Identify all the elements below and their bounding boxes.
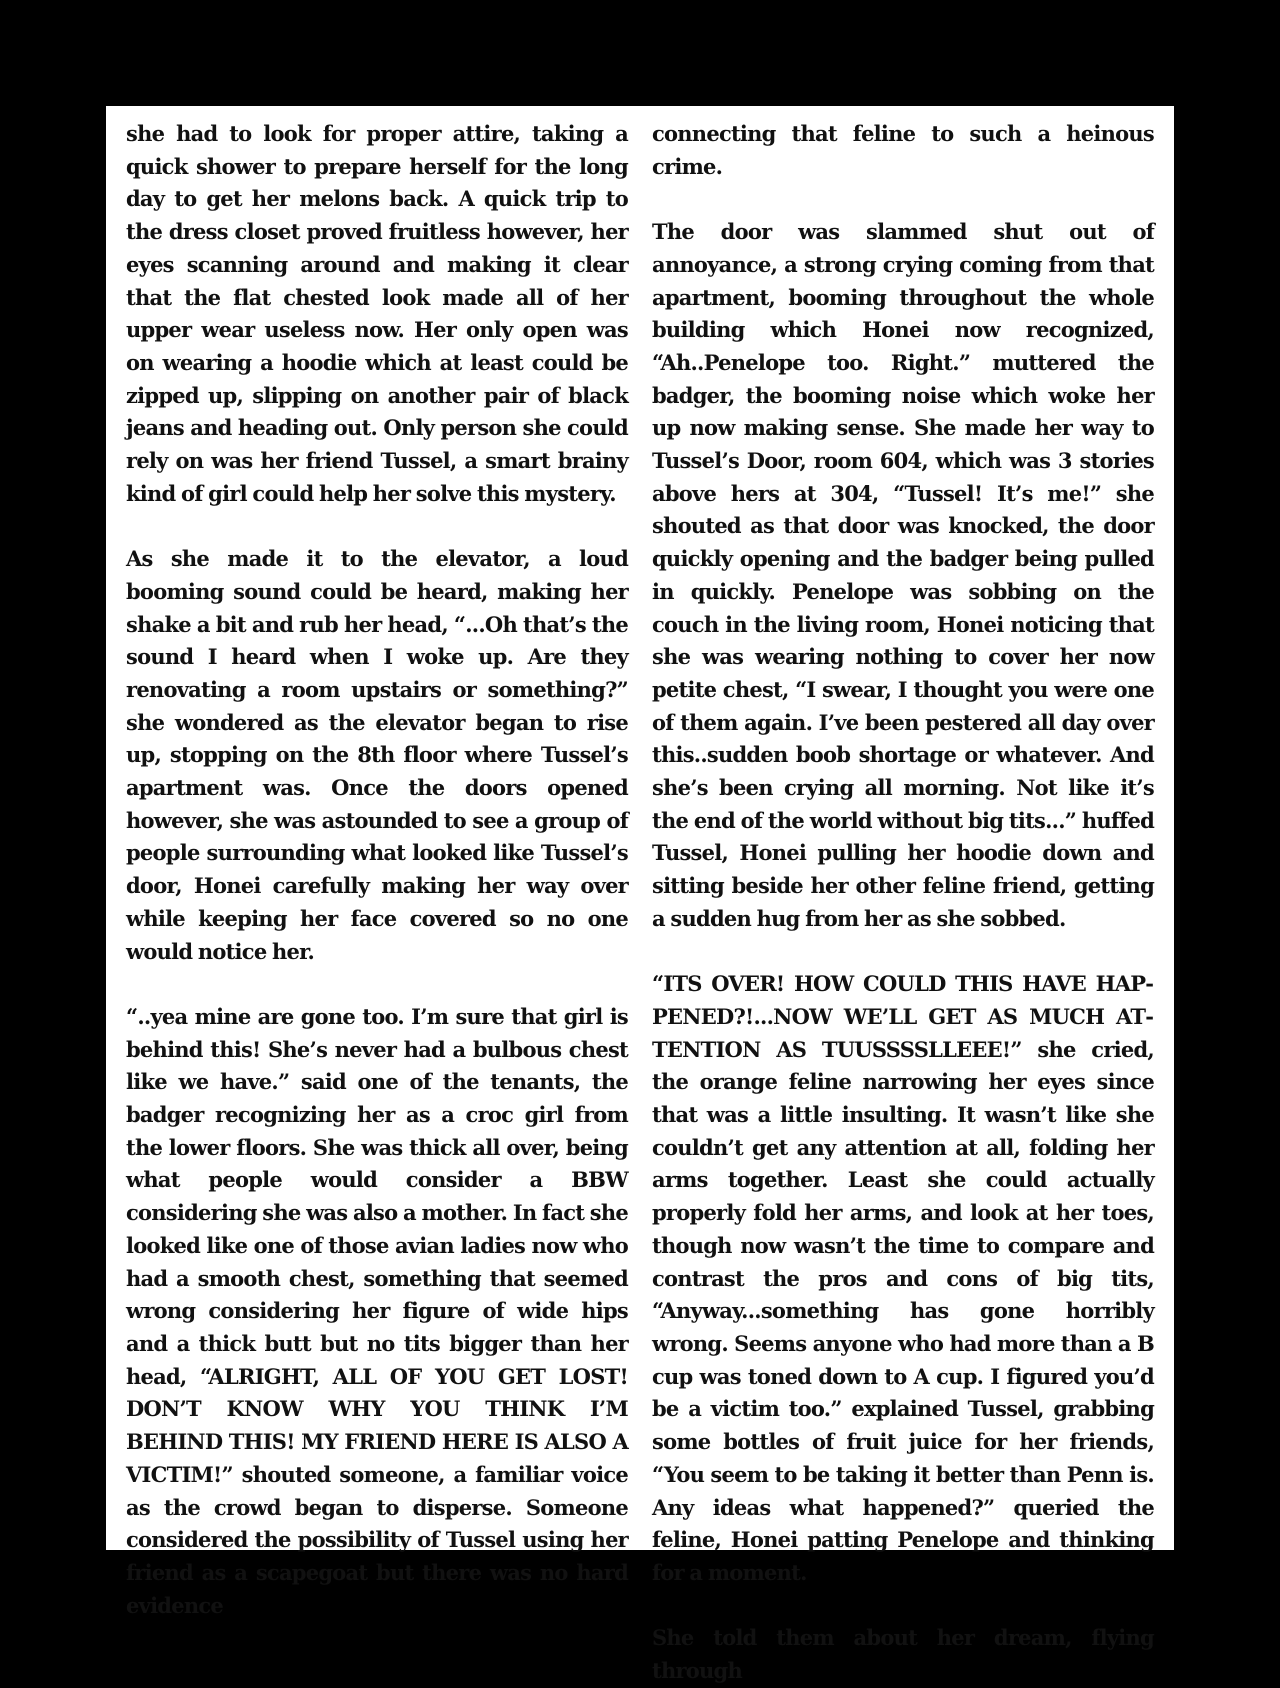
paragraph: As she made it to the elevator, a loud booming sound could be heard, making her shake a bit and rub her head, “...Oh that’s the sound I heard when I woke up. Are they renovating a room upstairs or something?” she wondered as the elevator began to rise up, stopping on the 8th floor where Tussel’s apartment was. Once the doors opened however, she was astounded to see a group of people surrounding what looked like Tussel’s door, Honei carefully making her way over while keeping her face covered so no one would notice her.	[126, 546, 628, 964]
book-page	[106, 106, 1174, 1683]
paragraph: “..yea mine are gone too. I’m sure that girl is behind this! She’s never had a bulbous chest like we have.” said one of the tenants, the badger recognizing her as a croc girl from the lower floors. She was thick all over, being what people would consider a BBW considering she was also a mother. In fact she looked like one of those avian ladies now who had a smooth chest, something that seemed wrong considering her figure of wide hips and a thick butt but no tits bigger than her head, “ALRIGHT, ALL OF YOU GET LOST! DON’T KNOW WHY YOU THINK I’M BEHIND THIS! MY FRIEND HERE IS ALSO A VICTIM!” shouted someone, a familiar voice as the crowd began to disperse. Someone considered the possibility of Tussel using her friend as a scapegoat but there was no hard evidence	[126, 1003, 628, 1618]
paragraph: She told them about her dream, flying through	[652, 1625, 1154, 1683]
paragraph: The door was slammed shut out of annoyance, a strong crying coming from that apartment, booming throughout the whole building which Honei now recognized, “Ah..Penelope too. Right.” muttered the badger, the booming noise which woke her up now making sense. She made her way to Tussel’s Door, room 604, which was 3 stories above hers at 304, “Tussel! It’s me!” she shouted as that door was knocked, the door quickly opening and the badger being pulled in quickly. Penelope was sobbing on the couch in the living room, Honei noticing that she was wearing nothing to cover her now petite chest, “I swear, I thought you were one of them again. I’ve been pestered all day over this..sudden boob shortage or whatever. And she’s been crying all morning. Not like it’s the end of the world without big tits...” huffed Tussel, Honei pulling her hoodie down and sitting beside her other feline friend, getting a sudden hug from her as she sobbed.	[652, 219, 1154, 931]
paragraph: “ITS OVER! HOW COULD THIS HAVE HAPPENED?!...NOW WE’LL GET AS MUCH ATTENTION AS TUUSSSSLLEEE!” she cried, the orange feline narrowing her eyes since that was a little insulting. It wasn’t like she couldn’t get any attention at all, folding her arms together. Least she could actually properly fold her arms, and look at her toes, though now wasn’t the time to compare and contrast the pros and cons of big tits, “Anyway...something has gone horribly wrong. Seems anyone who had more than a B cup was toned down to A cup. I figured you’d be a victim too.” explained Tussel, grabbing some bottles of fruit juice for her friends, “You seem to be taking it better than Penn is. Any ideas what happened?” queried the feline, Honei patting Penelope and thinking for a moment.	[652, 971, 1154, 1585]
left-text-column	[126, 118, 628, 1622]
paragraph: connecting that feline to such a heinous crime.	[652, 121, 1154, 179]
paragraph: she had to look for proper attire, taking a quick shower to prepare herself for the long day to get her melons back. A quick trip to the dress closet proved fruitless however, her eyes scanning around and making it clear that the flat chested look made all of her upper wear useless now. Her only open was on wearing a hoodie which at least could be zipped up, slipping on another pair of black jeans and heading out. Only person she could rely on was her friend Tussel, a smart brainy kind of girl could help her solve this mystery.	[126, 121, 628, 506]
right-text-column	[652, 118, 1154, 1688]
